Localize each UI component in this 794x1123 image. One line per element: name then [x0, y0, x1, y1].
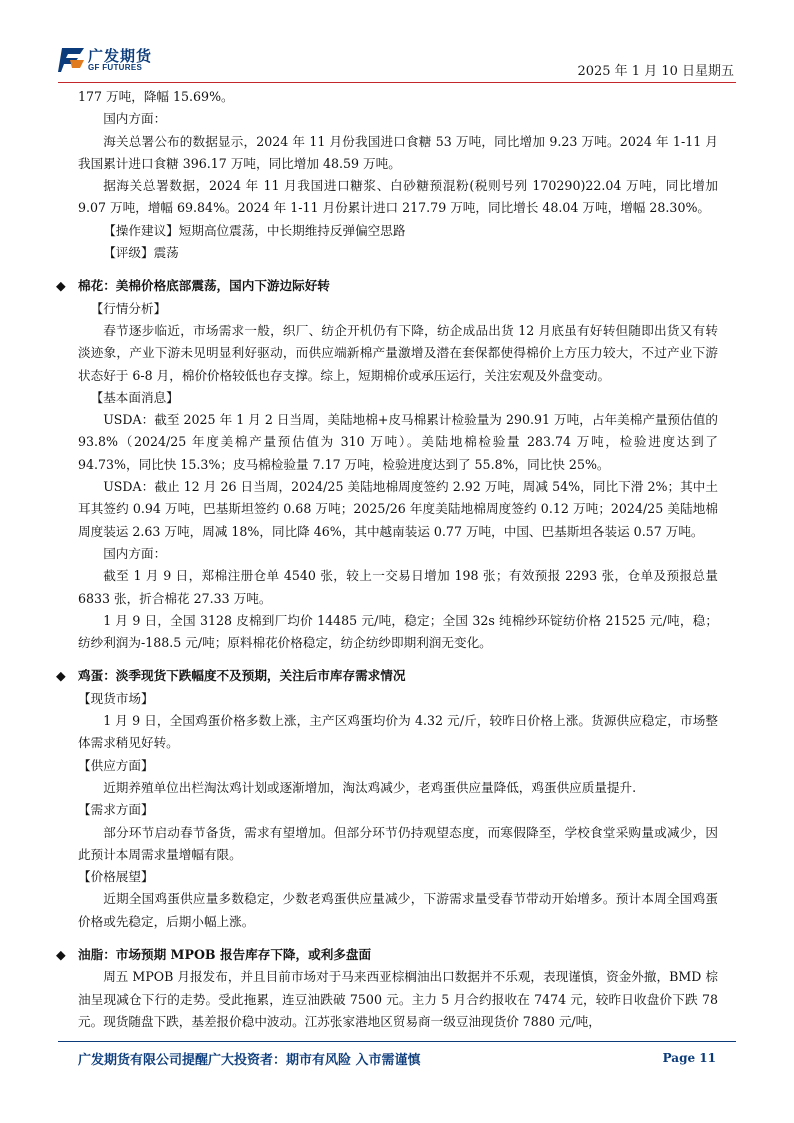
eggs-section-title: [56, 665, 718, 687]
page-header: [0, 0, 794, 84]
report-body: [56, 86, 718, 1033]
eggs-outlook-label: 【价格展望】: [78, 869, 154, 885]
cotton-domestic-2: 1 月 9 日，全国 3128 皮棉到厂均价 14485 元/吨，稳定；全国 32s 纯棉纱环锭纺价格 21525 元/吨，稳；纺纱利润为-188.5 元/吨；原料棉花价格稳定，纺企纺纱即期利润无变化。: [78, 612, 718, 651]
eggs-spot: 1 月 9 日，全国鸡蛋价格多数上涨，主产区鸡蛋均价为 4.32 元/斤，较昨日价格上涨。货源供应稳定，市场整体需求稍见好转。: [78, 713, 718, 751]
cotton-fundamentals-label: 【基本面消息】: [90, 389, 179, 405]
cotton-domestic-1: 截至 1 月 9 日，郑棉注册仓单 4540 张，较上一交易日增加 198 张；有效预报 2293 张，仓单及预报总量 6833 张，折合棉花 27.33 万吨。: [78, 568, 718, 606]
risk-notice: 广发期货有限公司提醒广大投资者：期市有风险 入市需谨慎: [78, 1053, 421, 1068]
page-number: Page 11: [662, 1051, 716, 1065]
oils-paragraph-1: 周五 MPOB 月报发布，并且目前市场对于马来西亚棕榈油出口数据并不乐观，表现谨慎，资金外撤，BMD 棕油呈现减仓下行的走势。受此拖累，连豆油跌破 7500 元。主力 5 月合约报收在 7474 元，较昨日收盘价下跌 78 元。现货随盘下跌，基差报价稳中波动。江苏张家港地区贸易商一级豆油现货价 7880 元/吨，: [78, 969, 718, 1029]
eggs-outlook: 近期全国鸡蛋供应量多数稳定，少数老鸡蛋供应量减少，下游需求量受春节带动开始增多。预计本周全国鸡蛋价格或先稳定，后期小幅上涨。: [78, 891, 718, 929]
cotton-analysis-label: 【行情分析】: [90, 300, 167, 316]
cotton-usda-2: USDA：截止 12 月 26 日当周，2024/25 美陆地棉周度签约 2.92 万吨，周减 54%，同比下滑 2%；其中土耳其签约 0.94 万吨，巴基斯坦签约 0.68 万吨；2025/26 年度美陆地棉周度签约 0.12 万吨；2024/25 美陆地棉周度装运 2.63 万吨，周减 18%，同比降 46%，其中越南装运 0.77 万吨，中国、巴基斯坦各装运 0.57 万吨。: [78, 479, 718, 539]
eggs-supply: 近期养殖单位出栏淘汰鸡计划或逐渐增加，淘汰鸡减少，老鸡蛋供应量降低，鸡蛋供应质量提升.: [103, 779, 637, 795]
oils-section-title: [56, 944, 718, 966]
logo-text-en: GF FUTURES: [88, 63, 143, 72]
footer-divider: [58, 1041, 736, 1042]
eggs-spot-label: 【现货市场】: [78, 690, 154, 706]
eggs-demand-label: 【需求方面】: [78, 802, 154, 818]
eggs-title-text: 鸡蛋：淡季现货下跌幅度不及预期，关注后市库存需求情况: [78, 668, 406, 684]
sugar-rating: 【评级】震荡: [103, 245, 179, 261]
eggs-supply-label: 【供应方面】: [78, 757, 154, 773]
cotton-section-title: [56, 275, 718, 297]
diamond-bullet-icon: ◆: [56, 668, 66, 684]
cotton-usda-1: USDA：截至 2025 年 1 月 2 日当周，美陆地棉+皮马棉累计检验量为 290.91 万吨，占年美棉产量预估值的 93.8%（2024/25 年度美棉产量预估值为 310 万吨）。美陆地棉检验量 283.74 万吨，检验进度达到了 94.73%，同比快 15.3%；皮马棉检验量 7.17 万吨，检验进度达到了 55.8%，同比快 25%。: [78, 412, 718, 472]
company-logo: [58, 44, 168, 76]
diamond-bullet-icon: ◆: [56, 278, 66, 294]
diamond-bullet-icon: ◆: [56, 946, 66, 962]
sugar-domestic-label: 国内方面：: [103, 111, 167, 127]
cotton-analysis: 春节逐步临近，市场需求一般，织厂、纺企开机仍有下降，纺企成品出货 12 月底虽有好转但随即出货又有转淡迹象，产业下游未见明显利好驱动，而供应端新棉产量激增及潜在套保都使得棉价上方压力较大，不过产业下游状态好于 6-8 月，棉价价格较低也存支撑。综上，短期棉价或承压运行，关注宏观及外盘变动。: [78, 322, 718, 383]
sugar-paragraph-1: 海关总署公布的数据显示，2024 年 11 月份我国进口食糖 53 万吨，同比增加 9.23 万吨。2024 年 1-11 月我国累计进口食糖 396.17 万吨，同比增加 48.59 万吨。: [78, 133, 718, 171]
cotton-domestic-label: 国内方面：: [103, 545, 167, 561]
report-date: 2025 年 1 月 10 日星期五: [577, 64, 734, 79]
sugar-paragraph-2: 据海关总署数据，2024 年 11 月我国进口糖浆、白砂糖预混粉(税则号列 170290)22.04 万吨，同比增加 9.07 万吨，增幅 69.84%。2024 年 1-11 月份累计进口 217.79 万吨，同比增长 48.04 万吨，增幅 28.30%。: [78, 178, 718, 216]
gf-logo-icon: [58, 44, 88, 74]
cotton-title-text: 棉花：美棉价格底部震荡，国内下游边际好转: [78, 278, 330, 294]
logo-text-cn: 广发期货: [88, 47, 153, 65]
sugar-continued-text: 177 万吨，降幅 15.69%。: [78, 89, 234, 104]
oils-title-text: 油脂：市场预期 MPOB 报告库存下降，或利多盘面: [78, 946, 372, 962]
eggs-demand: 部分环节启动春节备货，需求有望增加。但部分环节仍持观望态度，而寒假降至，学校食堂采购量或减少，因此预计本周需求量增幅有限。: [78, 824, 718, 862]
header-divider: [58, 82, 736, 83]
sugar-advice: 【操作建议】短期高位震荡，中长期维持反弹偏空思路: [103, 222, 406, 238]
